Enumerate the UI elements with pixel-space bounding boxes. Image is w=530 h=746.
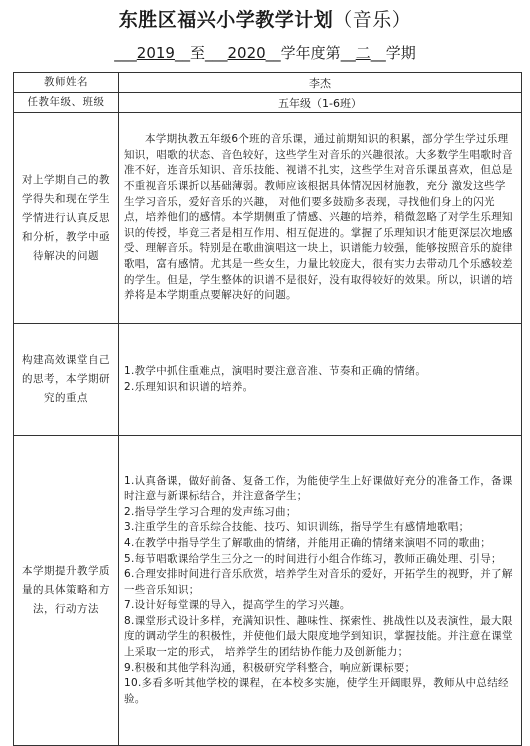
term-blank-1: ___: [114, 44, 137, 62]
document-title: [0, 5, 530, 32]
measure-item: 4.在教学中指导学生了解歌曲的情绪，并能用正确的情绪来演唱不同的歌曲；: [124, 536, 492, 549]
to-label: 至: [189, 44, 205, 62]
measure-item: 7.设计好每堂课的导入，提高学生的学习兴趣。: [124, 599, 351, 612]
year-end: 2020: [227, 44, 266, 62]
semester-value: 二: [355, 44, 371, 62]
year-label: 学年度第: [280, 44, 341, 62]
reflection-label: 对上学期自己的教学得失和现在学生学情进行认真反思和分析，教学中亟待解决的问题: [14, 113, 119, 324]
term-line: [0, 42, 530, 63]
reflection-text: 本学期执教五年级6个班的音乐课，通过前期知识的积累，部分学生学过乐理知识，唱歌的状态、音色较好，这些学生对音乐的兴趣很浓。大多数学生唱歌时音准不好，连音乐知识、音乐技能、视谱不扎实，这些学生对音乐课虽喜欢，但总是不重视音乐课折以基础薄弱。教师应该根据具体情况因材施教，充分 激发这些学生学习音乐，爱好音乐的兴趣， 对他们要多鼓励多表现，寻找他们身上的闪光点，培养他们的感情。本学期侧重了情感、兴趣的培养，稍微忽略了对学生乐理知识的传授，毕竟三者是相互作用、相互促进的。掌握了乐理知识才能更深层次地感受、理解音乐。特别是在歌曲演唱这一块上，识谱能力较强，能够按照音乐的旋律歌唱，富有感情。尤其是一些女生，力量比较庞大，很有实力去带动几个乐感较差的学生。但是，学生整体的识谱不是很好，没有取得较好的效果。所以，识谱的培养将是本学期重点要解决好的问题。: [124, 133, 513, 302]
focus-cell: [119, 324, 522, 436]
term-blank-2: __: [174, 44, 190, 62]
measure-item: 9.积极和其他学科沟通，积极研究学科整合，响应新课标要；: [124, 661, 416, 674]
focus-label: 构建高效课堂自己的思考，本学期研究的重点: [14, 324, 119, 436]
grade-value: 五年级（1-6班）: [119, 93, 522, 113]
measures-row: [14, 436, 522, 746]
title-text: 东胜区福兴小学教学计划: [118, 9, 334, 31]
measure-item: 8.课堂形式设计多样，充满知识性、趣味性、探索性、挑战性以及表演性，最大限度的调动学生的积极性，并使他们最大限度地学到知识，掌握技能。并注意在课堂上采取一定的形式， 培养学生的团结协作能力及创新能力；: [124, 614, 513, 659]
term-blank-5: __: [340, 44, 356, 62]
focus-item: 1.教学中抓住重难点，演唱时要注意音准、节奏和正确的情绪。: [124, 364, 427, 377]
teacher-label: 教师姓名: [14, 73, 119, 93]
focus-row: [14, 324, 522, 436]
measure-item: 2.指导学生学习合理的发声练习曲；: [124, 505, 297, 518]
measures-cell: [119, 436, 522, 746]
focus-item: 2.乐理知识和识谱的培养。: [124, 380, 254, 393]
teacher-name: 李杰: [119, 73, 522, 93]
title-subject: （音乐）: [333, 9, 412, 31]
term-blank-6: __: [370, 44, 386, 62]
year-start: 2019: [136, 44, 175, 62]
measure-item: 1.认真备课，做好前备、复备工作，为能使学生上好课做好充分的准备工作，备课时注意与新课标结合，并注意备学生；: [124, 474, 513, 503]
measure-item: 10.多看多听其他学校的课程，在本校多实施，使学生开阔眼界，教师从中总结经验。: [124, 677, 509, 705]
measures-label: 本学期提升教学质量的具体策略和方法，行动方法: [14, 436, 119, 746]
teacher-row: [14, 73, 522, 93]
measure-item: 3.注重学生的音乐综合技能、技巧、知识训练，指导学生有感情地歌唱；: [124, 521, 470, 534]
reflection-cell: [119, 113, 522, 324]
grade-label: 任教年级、班级: [14, 93, 119, 113]
measure-item: 5.每节唱歌课给学生三分之一的时间进行小组合作练习，教师正确处理、引导；: [124, 552, 502, 565]
plan-table: [13, 72, 522, 746]
reflection-row: [14, 113, 522, 324]
measure-item: 6.合理安排时间进行音乐欣赏，培养学生对音乐的爱好，开拓学生的视野，并了解一些音乐知识；: [124, 568, 513, 596]
term-blank-4: __: [265, 44, 281, 62]
term-blank-3: ___: [204, 44, 228, 62]
semester-label: 学期: [385, 44, 416, 62]
grade-row: [14, 93, 522, 113]
